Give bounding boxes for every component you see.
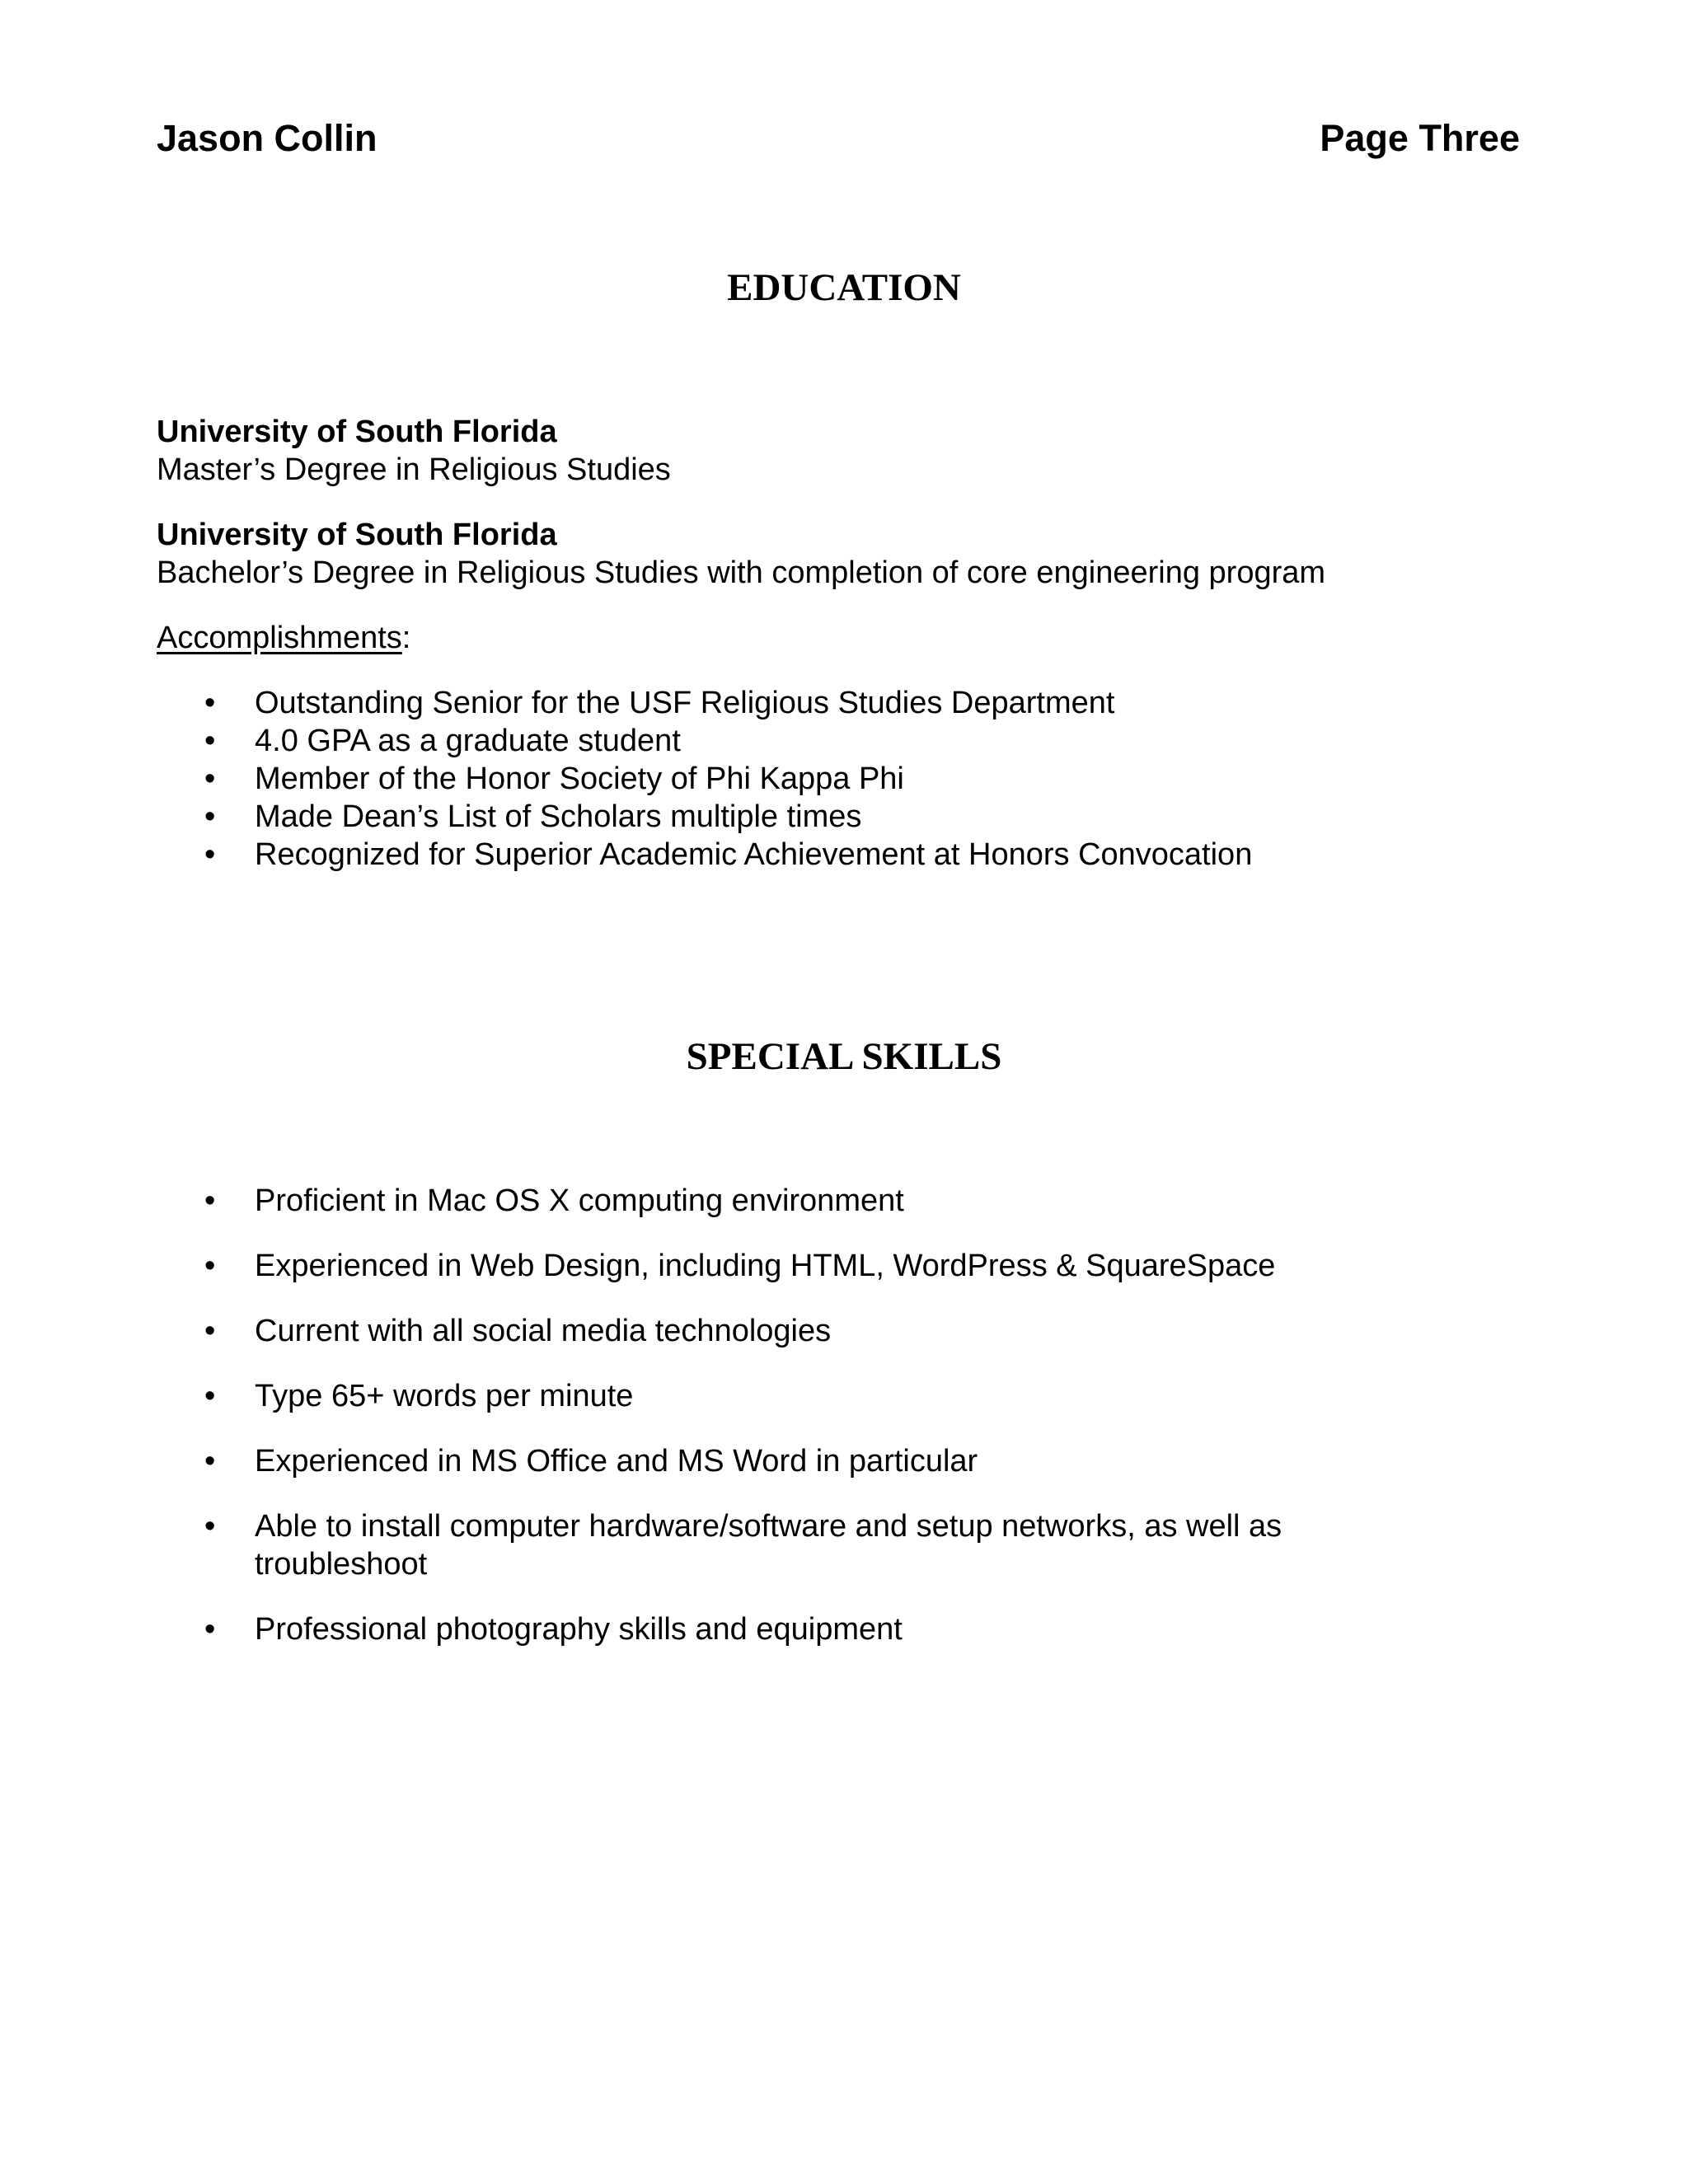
list-item <box>0 1507 1450 1583</box>
accomplishments-label-colon: : <box>401 621 411 655</box>
accomplishments-list <box>0 684 1450 874</box>
header-name: Jason Collin <box>157 117 377 159</box>
accomplishments-label-text: Accomplishments <box>157 621 402 655</box>
list-item <box>0 1182 1450 1220</box>
list-item <box>0 836 1450 874</box>
list-item <box>0 1610 1450 1648</box>
bullet-icon: • <box>204 724 216 758</box>
bullet-icon: • <box>204 799 216 834</box>
skill-text: Experienced in Web Design, including HTML, WordPress & SquareSpace <box>255 1249 1276 1283</box>
bullet-icon: • <box>204 1509 216 1544</box>
list-item <box>0 760 1450 798</box>
list-item <box>0 1247 1450 1285</box>
list-item <box>0 1442 1450 1480</box>
accomplishments-label <box>157 619 410 657</box>
skill-text: Type 65+ words per minute <box>255 1379 634 1413</box>
accomplishment-text: Member of the Honor Society of Phi Kappa Phi <box>255 762 904 796</box>
education-degree: Bachelor’s Degree in Religious Studies with completion of core engineering program <box>157 555 1326 590</box>
education-degree: Master’s Degree in Religious Studies <box>157 452 671 487</box>
accomplishment-text: Outstanding Senior for the USF Religious Studies Department <box>255 686 1115 720</box>
skills-list <box>0 1182 1450 1675</box>
list-item <box>0 798 1450 836</box>
bullet-icon: • <box>204 1444 216 1479</box>
accomplishment-text: 4.0 GPA as a graduate student <box>255 724 681 758</box>
bullet-icon: • <box>204 686 216 720</box>
skill-text: Experienced in MS Office and MS Word in particular <box>255 1444 978 1479</box>
skill-text: Proficient in Mac OS X computing environment <box>255 1183 904 1218</box>
special-skills-heading: SPECIAL SKILLS <box>686 1035 1002 1078</box>
education-school: University of South Florida <box>157 518 557 552</box>
skill-text: Current with all social media technologies <box>255 1314 832 1348</box>
bullet-icon: • <box>204 1612 216 1647</box>
bullet-icon: • <box>204 837 216 872</box>
skill-text: Able to install computer hardware/software and setup networks, as well as troubleshoot <box>255 1509 1282 1582</box>
accomplishment-text: Made Dean’s List of Scholars multiple times <box>255 799 862 834</box>
list-item <box>0 1312 1450 1350</box>
bullet-icon: • <box>204 1379 216 1413</box>
bullet-icon: • <box>204 762 216 796</box>
bullet-icon: • <box>204 1183 216 1218</box>
accomplishment-text: Recognized for Superior Academic Achievement at Honors Convocation <box>255 837 1253 872</box>
list-item <box>0 1377 1450 1415</box>
education-school: University of South Florida <box>157 415 557 449</box>
skill-text: Professional photography skills and equipment <box>255 1612 903 1647</box>
bullet-icon: • <box>204 1249 216 1283</box>
list-item <box>0 722 1450 760</box>
header-page-number: Page Three <box>1320 117 1520 159</box>
education-heading: EDUCATION <box>727 266 961 309</box>
list-item <box>0 684 1450 722</box>
bullet-icon: • <box>204 1314 216 1348</box>
